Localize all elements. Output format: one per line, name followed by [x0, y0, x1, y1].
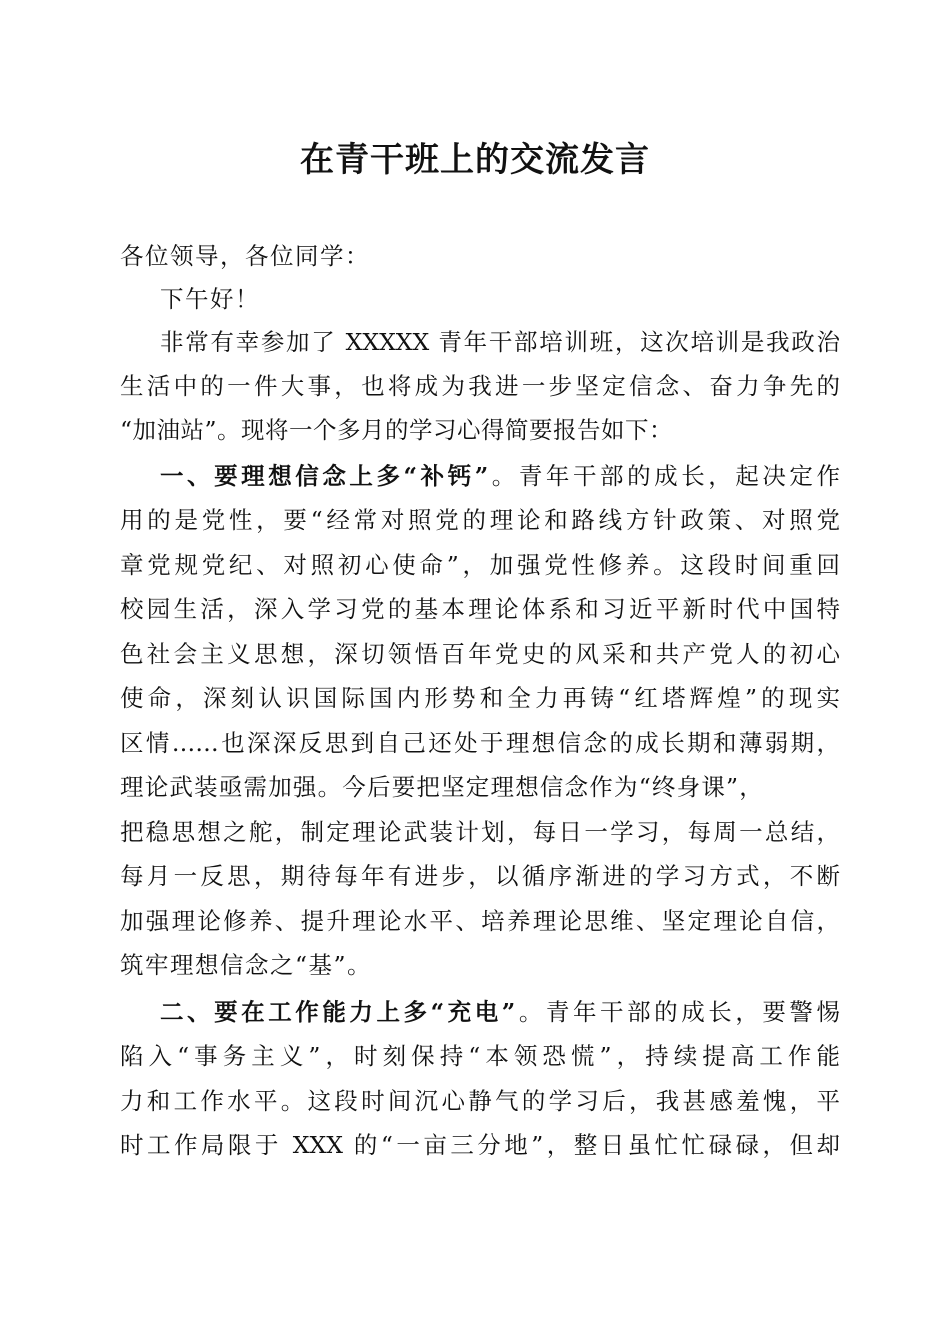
- section2-first-rest: 。青年干部的成长，要警惕: [515, 998, 840, 1026]
- section1-line: 章党规党纪、对照初心使命”，加强党性修养。这段时间重回: [120, 551, 840, 579]
- section2-line: 时工作局限于 XXX 的“一亩三分地”，整日虽忙忙碌碌，但却: [120, 1131, 840, 1159]
- section1-heading: 一、要理想信念上多“补钙”: [160, 462, 489, 490]
- section1-line: 校园生活，深入学习党的基本理论体系和习近平新时代中国特: [120, 595, 840, 623]
- section1-line: 使命，深刻认识国际国内形势和全力再铸“红塔辉煌”的现实: [120, 684, 840, 712]
- intro-line-2: 生活中的一件大事，也将成为我进一步坚定信念、奋力争先的: [120, 372, 840, 400]
- section1-line: 每月一反思，期待每年有进步，以循序渐进的学习方式，不断: [120, 862, 840, 890]
- intro-line-1: 非常有幸参加了 XXXXX 青年干部培训班，这次培训是我政治: [160, 328, 840, 356]
- section1-line: 用的是党性，要“经常对照党的理论和路线方针政策、对照党: [120, 506, 840, 534]
- intro-line-3: “加油站”。现将一个多月的学习心得简要报告如下：: [120, 416, 674, 444]
- section1-line: 理论武装亟需加强。今后要把坚定理想信念作为“终身课”，: [120, 773, 764, 801]
- section2-heading: 二、要在工作能力上多“充电”: [160, 998, 516, 1026]
- section2-line: 力和工作水平。这段时间沉心静气的学习后，我甚感羞愧，平: [120, 1087, 840, 1115]
- section1-line: 筑牢理想信念之“基”。: [120, 951, 373, 979]
- section2-line: 陷入“事务主义”，时刻保持“本领恐慌”，持续提高工作能: [120, 1042, 840, 1070]
- section1-line: 加强理论修养、提升理论水平、培养理论思维、坚定理论自信，: [120, 907, 840, 935]
- section1-line: 色社会主义思想，深切领悟百年党史的风采和共产党人的初心: [120, 640, 840, 668]
- page-title: 在青干班上的交流发言: [300, 140, 650, 180]
- section1-line: 区情……也深深反思到自己还处于理想信念的成长期和薄弱期，: [120, 729, 840, 757]
- section2-first-line: [160, 990, 840, 1034]
- section1-first-rest: 。青年干部的成长，起决定作: [488, 462, 840, 490]
- section1-first-line: [160, 454, 840, 498]
- greeting: 各位领导，各位同学：: [120, 242, 370, 270]
- section1-line: 把稳思想之舵，制定理论武装计划，每日一学习，每周一总结，: [120, 818, 840, 846]
- salutation: 下午好！: [160, 285, 260, 313]
